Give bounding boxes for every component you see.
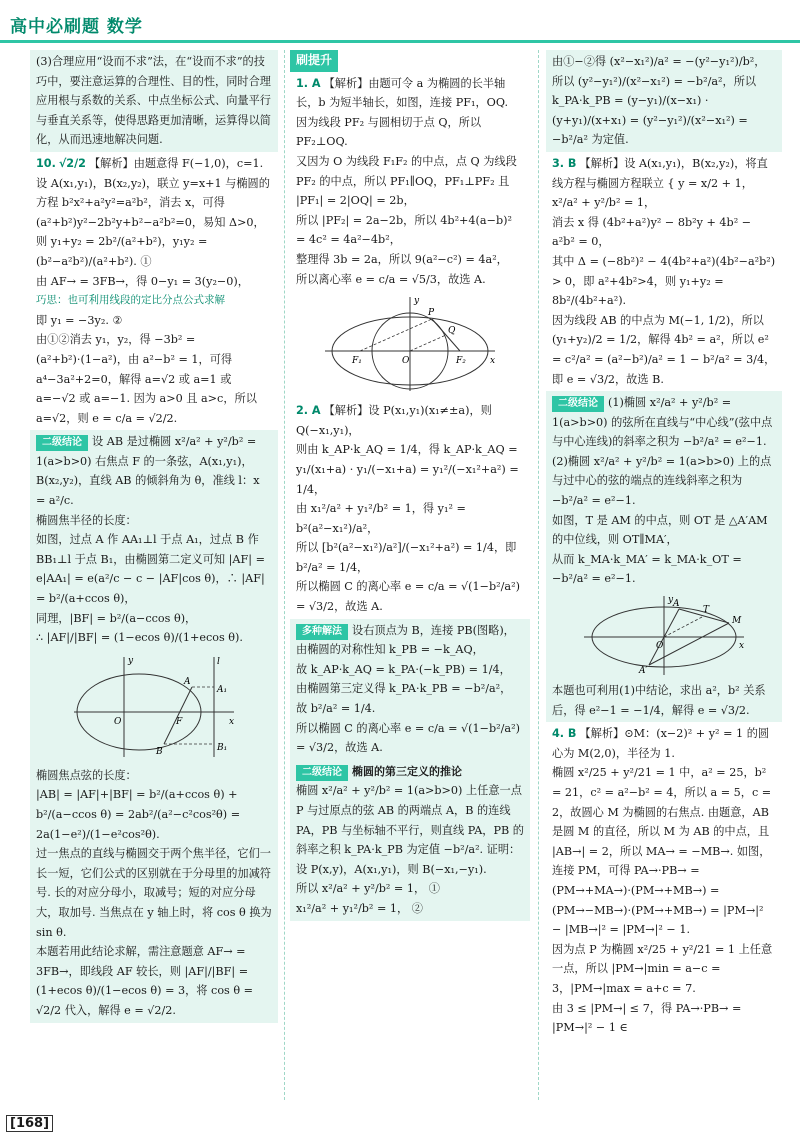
q10-line: 即 y₁ = −3y₂. ②	[36, 313, 123, 327]
q3-line: 【解析】设 A(x₁,y₁)，B(x₂,y₂)，将直线方程与椭圆方程联立 { y = x/2 + 1， x²/a² + y²/b² = 1，	[552, 156, 768, 210]
intro-box	[30, 50, 278, 152]
column-right	[546, 50, 782, 1100]
q4-line: 因为点 P 为椭圆 x²/25 + y²/21 = 1 上任意一点，所以 |PM→|min = a−c = 3，|PM→|max = a+c = 7.	[552, 942, 773, 995]
fig-label-x: x	[229, 716, 235, 727]
erji-box-middle	[290, 760, 530, 921]
question-1	[290, 72, 530, 400]
erji-tag: 二级结论	[552, 396, 604, 412]
q2-line: 由 x₁²/a² + y₁²/b² = 1，得 y₁² = b²(a²−x₁²)/a²，	[296, 502, 466, 535]
q4-number: 4. B	[552, 727, 577, 741]
fig-label-a: A	[673, 599, 680, 610]
q1-line: 所以离心率 e = c/a = √5/3，故选 A.	[296, 272, 486, 286]
duozhong-tag: 多种解法	[296, 624, 348, 640]
fig-label-f1: F₁	[352, 356, 362, 367]
column-left	[30, 50, 278, 1100]
fig-label-f2: F₂	[456, 356, 466, 367]
fig-label-t: T	[703, 605, 710, 616]
q3-number: 3. B	[552, 156, 577, 170]
proof-line: 由①−②得 (x²−x₁²)/a² = −(y²−y₁²)/b²，所以 (y²−y₁²)/(x²−x₁²) = −b²/a²，所以 k_PA·k_PB = (y−y₁)/(x−x₁) · (y+y₁)/(x+x₁) = (y²−y₁²)/(x²−x₁²) = −b²/a² 为定值.	[552, 55, 766, 147]
fig-label-o: O	[402, 356, 410, 367]
q1-line: 因为线段 PF₂ 与圆相切于点 Q，所以 PF₂⊥OQ.	[296, 115, 482, 149]
duozhong-box	[290, 619, 530, 760]
fig-label-y: y	[414, 296, 420, 307]
oq-line	[410, 335, 446, 351]
erji-line: (2)椭圆 x²/a² + y²/b² = 1(a>b>0) 上的点与过中心的弦的端点的连线斜率之积为 −b²/a² = e²−1.	[552, 454, 772, 508]
erji-line: x₁²/a² + y₁²/b² = 1， ②	[296, 901, 423, 915]
column-divider	[284, 50, 285, 1100]
fig-label-a1: A₁	[217, 684, 228, 695]
q4-line: 由 3 ≤ |PM→| ≤ 7，得 PA→·PB→ = |PM→|² − 1 ∈	[552, 1001, 742, 1035]
ellipse-focal-figure	[64, 652, 244, 762]
fig-label-a: A	[184, 676, 191, 687]
fig-label-b1: B₁	[217, 742, 228, 753]
page-number-value: 168	[15, 1116, 44, 1131]
section-badge: 刷提升	[290, 50, 338, 72]
q1-line: 所以 |PF₂| = 2a−2b，所以 4b²+4(a−b)² = 4c² = 4a²−4b²，	[296, 213, 512, 247]
chord-formula: |AB| = |AF|+|BF| = b²/(a+ccos θ) + b²/(a−ccos θ) = 2ab²/(a²−c²cos²θ) = 2a(1−e²)/(1−e²cos²θ).	[36, 788, 241, 841]
q4-line: 【解析】⊙M：(x−2)² + y² = 1 的圆心为 M(2,0)，半径为 1.	[552, 727, 770, 760]
q10-line: 则 y₁+y₂ = 2b²/(a²+b²)，y₁y₂ = (b²−a²b²)/(a²+b²). ①	[36, 235, 208, 268]
q10-line: 由①②消去 y₁，y₂，得 −3b² = (a²+b²)·(1−a²)，由 a²−b² = 1，可得 a⁴−3a²+2=0，解得 a=√2 或 a=1 或 a=−√2 或 a=−1. 因为 a>0 且 a>c，所以 a=√2，则 e = c/a = √2/2.	[36, 333, 257, 425]
duozhong-line: 故 k_AP·k_AQ = k_PA·(−k_PB) = 1/4，	[296, 662, 511, 676]
q2-number: 2. A	[296, 404, 321, 418]
page-header	[0, 0, 800, 44]
focal-radius-text: 同理，|BF| = b²/(a−ccos θ)，	[36, 611, 197, 625]
question-10	[30, 152, 278, 430]
erji-box-left	[30, 430, 278, 1022]
q2-line: 所以 [b²(a²−x₁²)/a²]/(−x₁²+a²) = 1/4，即 b²/a² = 1/4，	[296, 541, 517, 574]
q1-number: 1. A	[296, 76, 321, 90]
focal-radius-text: 如图，过点 A 作 AA₁⊥l 于点 A₁，过点 B 作 BB₁⊥l 于点 B₁，由椭圆第二定义可知 |AF| = e|AA₁| = e(a²/c − c − |AF|cos θ)，∴ |AF| = b²/(a+ccos θ)，	[36, 533, 265, 606]
fig-label-m: M	[732, 616, 742, 627]
focal-radius-title: 椭圆焦半径的长度：	[36, 513, 137, 527]
column-divider	[538, 50, 539, 1100]
erji-tag: 二级结论	[296, 765, 348, 781]
question-4	[546, 722, 782, 1040]
header-bar	[0, 40, 800, 43]
q3-line: 消去 x 得 (4b²+a²)y² − 8b²y + 4b² − a²b² = 0，	[552, 215, 752, 249]
fig-label-o: O	[656, 641, 664, 652]
fig-label-b: B	[156, 746, 163, 757]
erji-text: 设 AB 是过椭圆 x²/a² + y²/b² = 1(a>b>0) 右焦点 F 的一条弦，A(x₁,y₁)，B(x₂,y₂)，直线 AB 的倾斜角为 θ，准线 l：x = a²/c.	[36, 435, 260, 508]
q1-line: 【解析】由题可令 a 为椭圆的长半轴长，b 为短半轴长，如图，连接 PF₁，OQ.	[296, 76, 509, 110]
fig-label-q: Q	[448, 326, 456, 337]
column-middle	[290, 50, 530, 1100]
duozhong-line: 故 b²/a² = 1/4.	[296, 702, 376, 716]
q2-line: 【解析】设 P(x₁,y₁)(x₁≠±a)，则 Q(−x₁,y₁)，	[296, 404, 492, 437]
intro-text: (3)合理应用“设而不求”法，在“设而不求”的技巧中，要注意运算的合理性、目的性，同时合理应用根与系数的关系、中点坐标公式、向量平行与垂直关系等，使得思路更加清晰，运算得以简化，从而迅速地解决问题.	[36, 55, 271, 147]
q10-line: 【解析】由题意得 F(−1,0)，c=1.	[88, 156, 264, 170]
q4-line: 椭圆 x²/25 + y²/21 = 1 中，a² = 25，b² = 21，c² = a²−b² = 4，所以 a = 5，c = 2，故圆心 M 为椭圆的右焦点. 由题意，AB 是圆 M 的直径，所以 M 为 AB 的中点，且 |AB→| = 2，所以 MA→ = −MB→. 如图，连接 PM，可得 PA→·PB→ = (PM→+MA→)·(PM→+MB→) = (PM→−MB→)·(PM→+MB→) = |PM→|² − |MB→|² = |PM→|² − 1.	[552, 766, 772, 937]
erji-line: 如图，T 是 AM 的中点，则 OT 是 △A′AM 的中位线，则 OT∥MA′，	[552, 513, 768, 547]
fig-label-f: F	[176, 716, 183, 727]
question-3	[546, 152, 782, 391]
q10-line: 设 A(x₁,y₁)，B(x₂,y₂)，联立 y=x+1 与椭圆的方程 b²x²+a²y²=a²b²，消去 x，可得 (a²+b²)y²−2b²y+b²−a²b²=0，易知 Δ>0，	[36, 176, 270, 229]
q1-line: 又因为 O 为线段 F₁F₂ 的中点，点 Q 为线段 PF₂ 的中点，所以 PF₁∥OQ，PF₁⊥PF₂ 且 |PF₁| = 2|OQ| = 2b，	[296, 154, 517, 208]
fig-label-y: y	[128, 655, 134, 666]
erji-box-right	[546, 391, 782, 722]
chord-figure	[579, 593, 749, 677]
focal-ratio: ∴ |AF|/|BF| = (1−ecos θ)/(1+ecos θ).	[36, 631, 243, 645]
fig-label-x: x	[490, 356, 496, 367]
erji-line: 本题也可利用(1)中结论，求出 a²，b² 关系后，得 e²−1 = −1/4，解得 e = √3/2.	[552, 684, 766, 717]
erji-title: 椭圆的第三定义的推论	[352, 764, 462, 778]
fig-label-p: P	[428, 308, 435, 319]
duozhong-line: 由椭圆第三定义得 k_PA·k_PB = −b²/a²，	[296, 682, 512, 696]
q2-line: 所以椭圆 C 的离心率 e = c/a = √(1−b²/a²) = √3/2，故选 A.	[296, 580, 520, 614]
erji-line: 从而 k_MA·k_MA′ = k_MA·k_OT = −b²/a² = e²−1.	[552, 552, 742, 586]
page-number: [168]	[6, 1115, 53, 1132]
erji-tag: 二级结论	[36, 435, 88, 451]
q1-figure	[320, 293, 500, 393]
erji-line: 所以 x²/a² + y²/b² = 1， ①	[296, 882, 440, 896]
q10-hint: 巧思：也可利用线段的定比分点公式求解	[36, 294, 225, 307]
erji-line: 设 P(x,y)，A(x₁,y₁)，则 B(−x₁,−y₁).	[296, 862, 487, 876]
q10-line: 由 AF→ = 3FB→，得 0−y₁ = 3(y₂−0)，	[36, 274, 249, 288]
question-2	[290, 399, 530, 619]
chord-text: 本题若用此结论求解，需注意题意 AF→ = 3FB→，即线段 AF 较长，则 |AF|/|BF| = (1+ecos θ)/(1−ecos θ) = 3，将 cos θ = √2/2 代入，解得 e = √2/2.	[36, 945, 254, 1017]
q10-answer: √2/2	[58, 156, 86, 170]
q10-number: 10.	[36, 156, 56, 170]
duozhong-line: 所以椭圆 C 的离心率 e = c/a = √(1−b²/a²) = √3/2，故选 A.	[296, 721, 520, 755]
q3-line: 因为线段 AB 的中点为 M(−1, 1/2)，所以 (y₁+y₂)/2 = 1/2，解得 4b² = a²，所以 e² = c²/a² = (a²−b²)/a² = 1 − b²/a² = 3/4，即 e = √3/2，故选 B.	[552, 313, 776, 386]
duozhong-line: 设右顶点为 B，连接 PB(图略)，由椭圆的对称性知 k_PB = −k_AQ，	[296, 623, 515, 657]
erji-line: 椭圆 x²/a² + y²/b² = 1(a>b>0) 上任意一点 P 与过原点的弦 AB 的两端点 A，B 的连线 PA，PB 与坐标轴不平行，则直线 PA，PB 的斜率之积 k_PA·k_PB 为定值 −b²/a². 证明：	[296, 784, 524, 857]
fig-label-x: x	[739, 641, 745, 652]
q3-line: 其中 Δ = (−8b²)² − 4(4b²+a²)(4b²−a²b²) > 0，即 a²+4b²>4，则 y₁+y₂ = 8b²/(4b²+a²).	[552, 254, 776, 308]
proof-continuation	[546, 50, 782, 152]
fig-label-o: O	[114, 716, 122, 727]
header-title: 高中必刷题 数学	[10, 17, 143, 37]
chord-title: 椭圆焦点弦的长度：	[36, 768, 137, 782]
q1-line: 整理得 3b = 2a，所以 9(a²−c²) = 4a²，	[296, 252, 508, 266]
erji-line: (1)椭圆 x²/a² + y²/b² = 1(a>b>0) 的弦所在直线与“中心线”(弦中点与中心连线)的斜率之积为 −b²/a² = e²−1.	[552, 396, 773, 449]
fig-label-l: l	[217, 656, 220, 667]
q2-line: 则由 k_AP·k_AQ = 1/4，得 k_AP·k_AQ = y₁/(x₁+a) · y₁/(−x₁+a) = y₁²/(−x₁²+a²) = 1/4，	[296, 443, 519, 496]
chord-text: 过一焦点的直线与椭圆交于两个焦半径，它们一长一短，它们公式的区别就在于分母里的加减符号. 长的对应分母小，取减号；短的对应分母大，取加号. 当焦点在 y 轴上时，将 cos θ 换为 sin θ.	[36, 847, 272, 939]
fig-label-a2: A′	[639, 666, 648, 677]
fig-label-y: y	[668, 595, 674, 606]
